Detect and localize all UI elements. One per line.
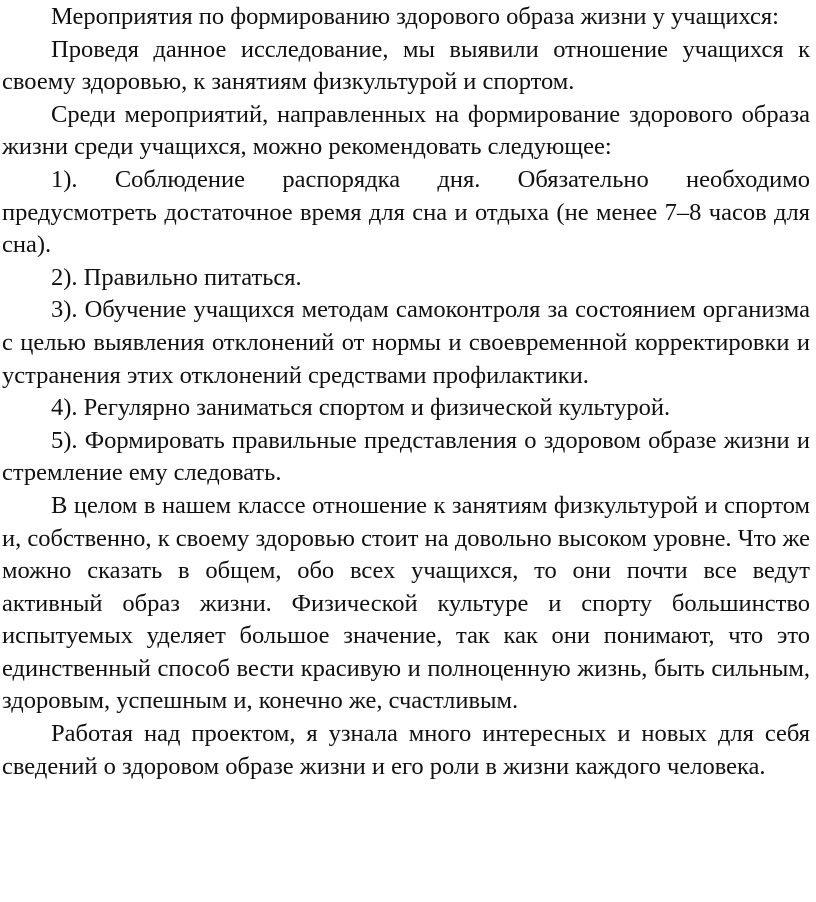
- list-item-nutrition: 2). Правильно питаться.: [51, 263, 302, 291]
- paragraph-heading: Мероприятия по формированию здорового образа жизни у учащихся:: [51, 3, 779, 30]
- paragraph-research: Проведя данное исследование, мы выявили отношение учащихся к своему здоровью, к занятиям физкультурой и спортом.: [2, 35, 810, 96]
- list-item-self-control: 3). Обучение учащихся методам самоконтроля за состоянием организма с целью выявления отклонений от нормы и своевременной корректировки и устранения этих отклонений средствами профилактики.: [2, 296, 810, 389]
- list-item-sport: 4). Регулярно заниматься спортом и физической культурой.: [51, 394, 671, 422]
- list-item-healthy-views: 5). Формировать правильные представления о здоровом образе жизни и стремление ему следовать.: [2, 426, 810, 487]
- paragraph-class-attitude: В целом в нашем классе отношение к занятиям физкультурой и спортом и, собственно, к своему здоровью стоит на довольно высоком уровне. Что же можно сказать в общем, обо всех учащихся, то они почти все ведут активный образ жизни. Физической культуре и спорту большинство испытуемых уделяет большое значение, так как они понимают, что это единственный способ вести красивую и полноценную жизнь, быть сильным, здоровым, успешным и, конечно же, счастливым.: [2, 491, 810, 715]
- paragraph-recommendations-intro: Среди мероприятий, направленных на формирование здорового образа жизни среди учащихся, можно рекомендовать следующее:: [2, 100, 810, 161]
- paragraph-conclusion: Работая над проектом, я узнала много интересных и новых для себя сведений о здоровом образе жизни и его роли в жизни каждого человека.: [2, 720, 810, 780]
- list-item-daily-routine: 1). Соблюдение распорядка дня. Обязательно необходимо предусмотреть достаточное время для сна и отдыха (не менее 7–8 часов для сна).: [2, 165, 810, 259]
